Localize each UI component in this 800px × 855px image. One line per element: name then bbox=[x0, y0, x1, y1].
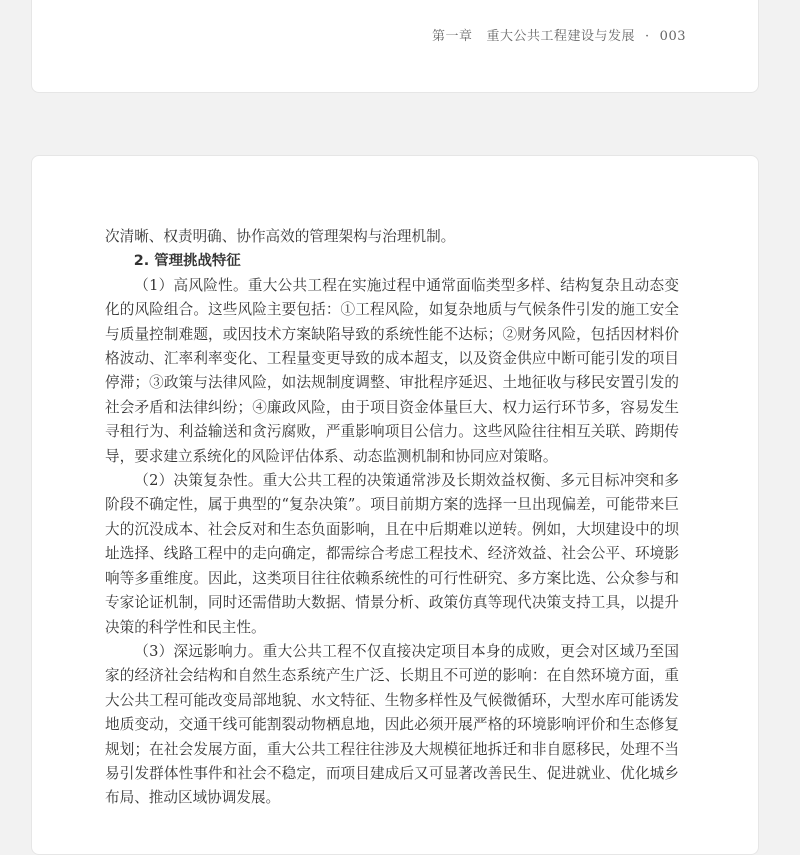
page-number: 003 bbox=[659, 29, 686, 44]
chapter-title: 重大公共工程建设与发展 bbox=[486, 29, 636, 44]
header-separator: · bbox=[645, 29, 650, 44]
paragraph-far-reaching-impact: （3）深远影响力。重大公共工程不仅直接决定项目本身的成败，更会对区域乃至国家的经济社会结构和自然生态系统产生广泛、长期且不可逆的影响：在自然环境方面，重大公共工程可能改变局部地貌、水文特征、生物多样性及气候微循环，大型水库可能诱发地质变动，交通干线可能割裂动物栖息地，因此必须开展严格的环境影响评价和生态修复规划；在社会发展方面，重大公共工程往往涉及大规模征地拆迁和非自愿移民，处理不当易引发群体性事件和社会不稳定，而项目建成后又可显著改善民生、促进就业、优化城乡布局、推动区域协调发展。 bbox=[105, 642, 679, 807]
continuation-text: 次清晰、权责明确、协作高效的管理架构与治理机制。 bbox=[105, 228, 456, 245]
paragraph-high-risk: （1）高风险性。重大公共工程在实施过程中通常面临类型多样、结构复杂且动态变化的风险组合。这些风险主要包括：①工程风险，如复杂地质与气候条件引发的施工安全与质量控制难题，或因技术方案缺陷导致的系统性能不达标；②财务风险，包括因材料价格波动、汇率利率变化、工程量变更导致的成本超支，以及资金供应中断可能引发的项目停滞；③政策与法律风险，如法规制度调整、审批程序延迟、土地征收与移民安置引发的社会矛盾和法律纠纷；④廉政风险，由于项目资金体量巨大、权力运行环节多，容易发生寻租行为、利益输送和贪污腐败，严重影响项目公信力。这些风险往往相互关联、跨期传导，要求建立系统化的风险评估体系、动态监测机制和协同应对策略。 bbox=[105, 276, 679, 465]
chapter-label: 第一章 bbox=[432, 29, 473, 44]
running-header bbox=[432, 25, 686, 44]
page-body bbox=[105, 225, 679, 811]
paragraph-decision-complexity: （2）决策复杂性。重大公共工程的决策通常涉及长期效益权衡、多元目标冲突和多阶段不确定性，属于典型的“复杂决策”。项目前期方案的选择一旦出现偏差，可能带来巨大的沉没成本、社会反对和生态负面影响，且在中后期难以逆转。例如，大坝建设中的坝址选择、线路工程中的走向确定，都需综合考虑工程技术、经济效益、社会公平、环境影响等多重维度。因此，这类项目往往依赖系统性的可行性研究、多方案比选、公众参与和专家论证机制，同时还需借助大数据、情景分析、政策仿真等现代决策支持工具，以提升决策的科学性和民主性。 bbox=[105, 472, 679, 636]
current-page bbox=[31, 155, 759, 855]
previous-page bbox=[31, 0, 759, 93]
section-heading: 2. 管理挑战特征 bbox=[133, 253, 241, 270]
